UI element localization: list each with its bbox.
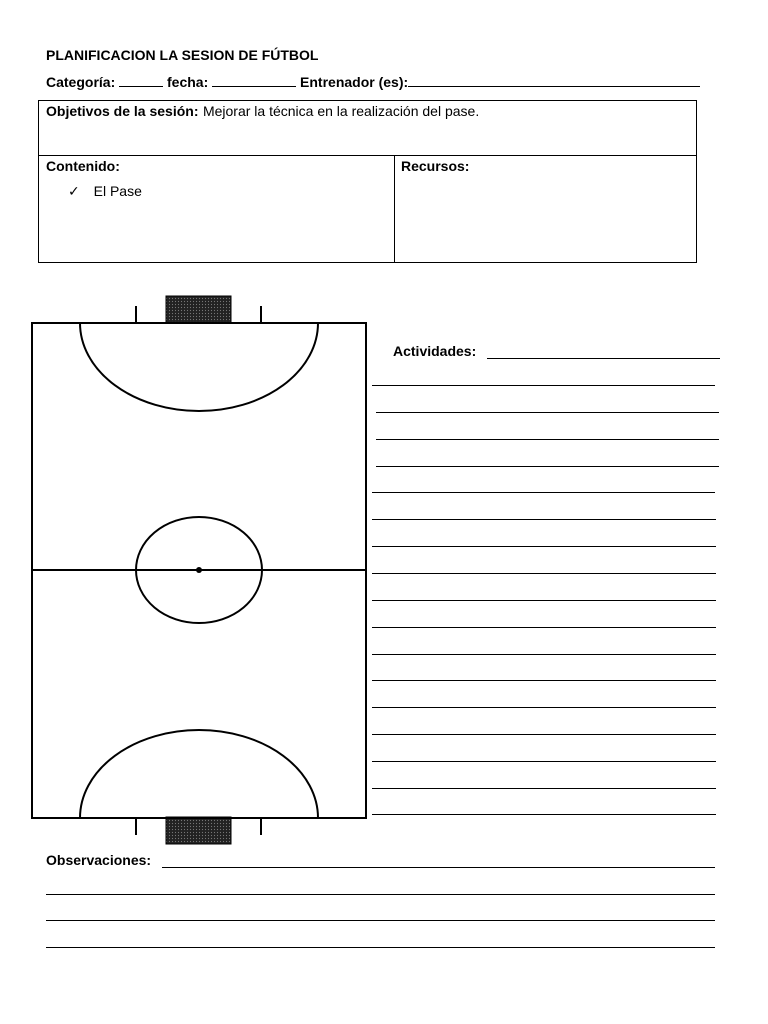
objectives-label: Objetivos de la sesión:: [46, 103, 199, 119]
activities-line-9[interactable]: [372, 573, 716, 574]
page-title: PLANIFICACION LA SESION DE FÚTBOL: [46, 47, 319, 63]
observations-line-1[interactable]: [162, 867, 715, 868]
observations-line-3[interactable]: [46, 920, 715, 921]
bottom-goal-net: [166, 817, 231, 844]
activities-line-6[interactable]: [372, 492, 715, 493]
objectives-text[interactable]: Mejorar la técnica en la realización del pase.: [202, 103, 480, 119]
observations-label: Observaciones:: [46, 852, 152, 868]
activities-line-13[interactable]: [372, 680, 716, 681]
activities-line-18[interactable]: [372, 814, 716, 815]
activities-label: Actividades:: [393, 343, 477, 359]
activities-line-1[interactable]: [487, 358, 720, 359]
activities-line-12[interactable]: [372, 654, 716, 655]
activities-line-8[interactable]: [372, 546, 716, 547]
content-label: Contenido:: [46, 158, 120, 174]
activities-line-4[interactable]: [376, 439, 719, 440]
activities-line-16[interactable]: [372, 761, 716, 762]
check-icon: ✓: [68, 183, 80, 199]
activities-line-17[interactable]: [372, 788, 716, 789]
coach-label: Entrenador (es):: [300, 74, 409, 90]
top-penalty-arc: [80, 323, 318, 411]
category-label: Categoría:: [46, 74, 116, 90]
center-spot: [196, 567, 202, 573]
activities-line-3[interactable]: [376, 412, 719, 413]
date-label: fecha:: [167, 74, 209, 90]
top-goal-net: [166, 296, 231, 323]
bottom-penalty-arc: [80, 730, 318, 818]
activities-line-2[interactable]: [372, 385, 715, 386]
observations-line-4[interactable]: [46, 947, 715, 948]
observations-line-2[interactable]: [46, 894, 715, 895]
activities-line-5[interactable]: [376, 466, 719, 467]
activities-line-14[interactable]: [372, 707, 716, 708]
resources-label: Recursos:: [401, 158, 470, 174]
activities-line-10[interactable]: [372, 600, 716, 601]
activities-line-15[interactable]: [372, 734, 716, 735]
content-item-text: El Pase: [93, 183, 142, 199]
activities-line-7[interactable]: [372, 519, 716, 520]
activities-line-11[interactable]: [372, 627, 716, 628]
